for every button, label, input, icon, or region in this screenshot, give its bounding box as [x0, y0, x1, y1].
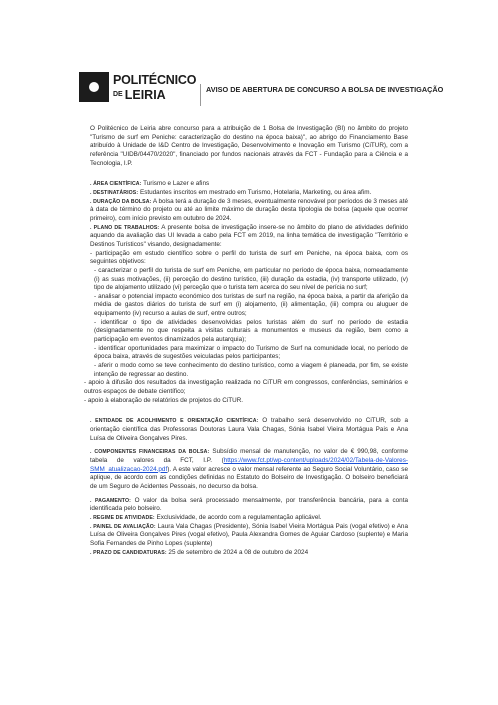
list-item: - apoio à elaboração de relatórios de projetos do CiTUR.: [84, 396, 244, 404]
area-cientifica: [90, 180, 408, 189]
regime-atividade: [90, 514, 408, 523]
componentes-label: . COMPONENTES FINANCEIRAS DA BOLSA:: [90, 449, 210, 456]
regime-label: . REGIME DE ATIVIDADE:: [90, 514, 155, 521]
list-item: - identificar oportunidades para maximizar o impacto do Turismo de Surf na comunidade local, no período de época baixa, através de sugestões veiculadas pelos participantes;: [94, 344, 408, 361]
prazo-candidaturas: [90, 549, 408, 558]
painel-label: . PAINEL DE AVALIAÇÃO:: [90, 523, 156, 530]
logo-line1: POLITÉCNICO: [113, 73, 197, 87]
componentes-text-after: ). A este valor acresce o valor mensal referente ao Seguro Social Voluntário, caso se aplique, de acordo com as condições definidas no Estatuto do Bolseiro de Investigação. O bolseiro beneficiará de um Seguro de Acidentes Pessoais, no decurso da bolsa.: [90, 465, 408, 490]
logo-line2: [113, 88, 166, 102]
list-item: - apoio à difusão dos resultados da investigação realizada no CiTUR em congressos, conferências, seminários e outros espaços de debate científico;: [84, 379, 408, 396]
pagamento-text: O valor da bolsa será processado mensalmente, por transferência bancária, para a conta identificada pelo bolseiro.: [90, 496, 408, 513]
entidade-acolhimento: [90, 417, 408, 443]
entidade-text: O trabalho será desenvolvido no CiTUR, sob a orientação científica das Professoras Doutoras Laura Vala Chagas, Sónia Isabel Vieira Mortágua Pais e Ana Luísa de Oliveira Gonçalves Pires.: [90, 417, 408, 442]
duracao-bolsa: [90, 198, 408, 224]
fct-table-link[interactable]: https://www.fct.pt/wp-content/uploads/2024/02/Tabela-de-Valores-SMM_atualizacao-2024.pdf: [90, 456, 408, 473]
destinatarios: [90, 189, 408, 198]
pagamento: [90, 497, 408, 514]
regime-text: Exclusividade, de acordo com a regulamentação aplicável.: [154, 513, 322, 521]
duracao-text: A bolsa terá a duração de 3 meses, eventualmente renovável por períodos de 3 meses até à data de término do projeto ou até ao limite máximo de duração desta tipologia de bolsa (aquele que ocorrer primeiro), com início previsto em outubro de 2024.: [90, 197, 408, 222]
logo-de: DE: [113, 91, 123, 98]
plano-label: . PLANO DE TRABALHOS:: [90, 224, 160, 231]
politecnico-leiria-logo: [79, 72, 197, 106]
intro-paragraph: O Politécnico de Leiria abre concurso para a atribuição de 1 Bolsa de Investigação (BI) no âmbito do projeto "Turismo de surf em Peniche: caracterização do destino na época baixa)", ao abrigo do Financiamento Base atribuído à Unidade de I&D Centro de Investigação, Desenvolvimento e Inovação em Turismo (CiTUR), com a referência "UIDB/04470/2020", financiado por fundos nacionais através da FCT - Fundação para a Ciência e a Tecnologia, I.P.: [90, 125, 408, 167]
list-item: - identificar o tipo de atividades desenvolvidas pelos turistas além do surf no período de estadia (designadamente no que respeita a visitas culturais a monumentos e museus da região, bem como a participação em eventos dinamizados pela autarquia);: [94, 318, 408, 344]
pagamento-label: . PAGAMENTO:: [90, 497, 131, 504]
area-label: . ÁREA CIENTÍFICA:: [90, 181, 142, 188]
painel-text: Laura Vala Chagas (Presidente), Sónia Isabel Vieira Mortágua Pais (vogal efetivo) e Ana Luísa de Oliveira Gonçalves Pires (vogal efetivo), Paula Alexandra Gomes de Aguiar Cardoso (suplente) e Maria Sofia Fernandes de Pinho Lopes (suplente): [90, 522, 408, 547]
duracao-label: . DURAÇÃO DA BOLSA:: [90, 198, 152, 205]
area-text: Turismo e Lazer e afins: [141, 180, 210, 188]
plano-text: A presente bolsa de investigação insere-se no âmbito do plano de atividades definido aquando da avaliação das UI levada a cabo pela FCT em 2019, na linha temática de investigação "Território e Destinos Turísticos" visando, designadamente:: [90, 223, 408, 248]
logo-mark: [79, 72, 109, 102]
componentes-text-before: Subsídio mensal de manutenção, no valor de € 990,98, conforme tabela de valores da FCT, I.P. (: [90, 448, 409, 464]
componentes-financeiras: [90, 448, 408, 491]
prazo-text: 25 de setembro de 2024 a 08 de outubro de 2024: [166, 548, 309, 556]
list-item: - caracterizar o perfil do turista de surf em Peniche, em particular no período de época baixa, nomeadamente (i) as suas motivações, (ii) perceção do destino turístico, (iii) duração da estadia, (iv) transporte utilizado, (v) tipo de alojamento utilizado (vi) perceção que o turista tem acerca do seu nível de perícia no surf;: [94, 266, 408, 292]
entidade-label: . ENTIDADE DE ACOLHIMENTO E ORIENTAÇÃO CIENTÍFICA:: [90, 418, 259, 425]
page-title: AVISO DE ABERTURA DE CONCURSO A BOLSA DE INVESTIGAÇÃO: [206, 85, 444, 94]
plano-trabalhos: [90, 224, 408, 250]
destinatarios-label: . DESTINATÁRIOS:: [90, 189, 139, 196]
list-item: - aferir o modo como se teve conhecimento do destino turístico, como a viagem é planeada, por fim, se existe intenção de regressar ao destino.: [94, 362, 408, 378]
document-body: [84, 125, 409, 557]
header-divider: [200, 84, 201, 106]
list-item: - analisar o potencial impacto económico dos turistas de surf na região, na época baixa, a partir da aferição da média de gastos diários do turista de surf em (i) alojamento, (ii) alimentação, (iii) compra ou aluguer de equipamento (iv) recurso a aulas de surf, entre outros;: [94, 292, 408, 318]
painel-avaliacao: [90, 523, 408, 549]
destinatarios-text: Estudantes inscritos em mestrado em Turismo, Hotelaria, Marketing, ou área afim.: [138, 188, 372, 196]
list-item: - participação em estudo científico sobre o perfil do turista de surf em Peniche, na época baixa, com os seguintes objetivos:: [90, 249, 408, 266]
logo-leiria: LEIRIA: [124, 88, 166, 102]
prazo-label: . PRAZO DE CANDIDATURAS:: [90, 549, 167, 556]
